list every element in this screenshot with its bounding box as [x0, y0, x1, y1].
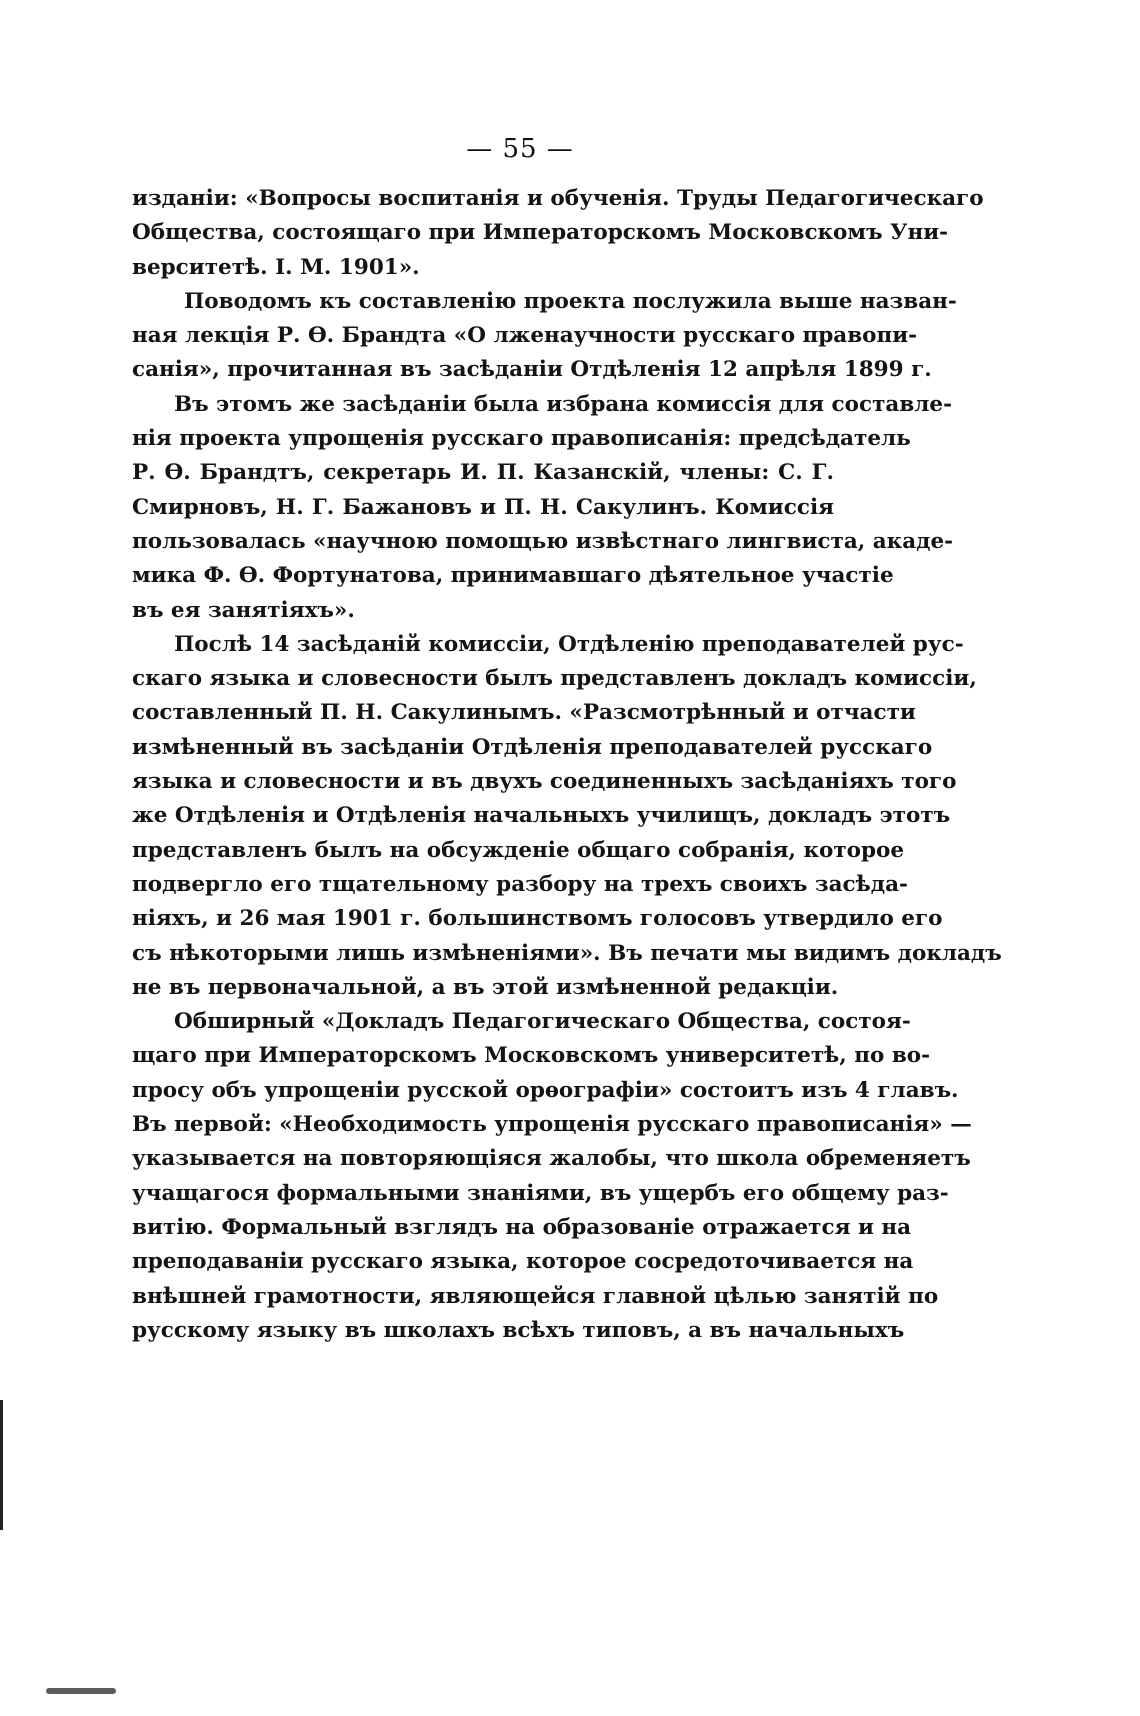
text-line: же Отдѣленія и Отдѣленія начальныхъ училищъ, докладъ этотъ — [132, 803, 951, 829]
text-line: Обширный «Докладъ Педагогическаго Общества, состоя- — [174, 1009, 911, 1035]
text-line: санія», прочитанная въ засѣданіи Отдѣленія 12 апрѣля 1899 г. — [132, 357, 932, 383]
text-line: нія проекта упрощенія русскаго правописанія: предсѣдатель — [132, 426, 911, 452]
text-line: ніяхъ, и 26 мая 1901 г. большинствомъ голосовъ утвердило его — [132, 906, 943, 932]
text-line: не въ первоначальной, а въ этой измѣненной редакціи. — [132, 974, 839, 1000]
text-line: преподаваніи русскаго языка, которое сосредоточивается на — [132, 1249, 914, 1275]
text-line: ная лекція Р. Ѳ. Брандта «О лженаучности русскаго правопи- — [132, 323, 918, 349]
paragraph — [132, 1005, 972, 1348]
text-line: скаго языка и словесности былъ представленъ докладъ комиссіи, — [132, 666, 977, 692]
text-line: просу объ упрощеніи русской орѳографіи» состоитъ изъ 4 главъ. — [132, 1077, 959, 1103]
text-line: внѣшней грамотности, являющейся главной цѣлью занятій по — [132, 1283, 939, 1309]
text-line: съ нѣкоторыми лишь измѣненіями». Въ печати мы видимъ докладъ — [132, 940, 1002, 966]
text-line: подвергло его тщательному разбору на трехъ своихъ засѣда- — [132, 871, 908, 897]
text-line: Послѣ 14 засѣданій комиссіи, Отдѣленію преподавателей рус- — [174, 631, 964, 657]
text-line: учащагося формальными знаніями, въ ущербъ его общему раз- — [132, 1180, 949, 1206]
text-line: верситетѣ. I. M. 1901». — [132, 254, 420, 280]
text-line: Въ первой: «Необходимость упрощенія русскаго правописанія» — — [132, 1112, 972, 1138]
text-line: представленъ былъ на обсужденіе общаго собранія, которое — [132, 837, 905, 863]
text-line: языка и словесности и въ двухъ соединенныхъ засѣданіяхъ того — [132, 769, 957, 795]
text-line: щаго при Императорскомъ Московскомъ университетѣ, по во- — [132, 1043, 931, 1069]
scan-smudge — [46, 1688, 116, 1694]
text-line: русскому языку въ школахъ всѣхъ типовъ, а въ начальныхъ — [132, 1317, 905, 1343]
text-line: измѣненный въ засѣданіи Отдѣленія преподавателей русскаго — [132, 734, 933, 760]
paragraph — [132, 182, 984, 285]
text-line: пользовалась «научною помощью извѣстнаго лингвиста, акаде- — [132, 528, 954, 554]
scan-edge-line — [0, 1400, 3, 1530]
text-line: витію. Формальный взглядъ на образованіе отражается и на — [132, 1214, 912, 1240]
text-line: мика Ф. Ѳ. Фортунатова, принимавшаго дѣятельное участіе — [132, 563, 894, 589]
paragraph — [132, 388, 954, 628]
text-line: Смирновъ, Н. Г. Бажановъ и П. Н. Сакулинъ. Комиссія — [132, 494, 834, 520]
paragraph — [132, 285, 957, 388]
text-line: составленный П. Н. Сакулинымъ. «Разсмотрѣнный и отчасти — [132, 700, 916, 726]
page-number: — 55 — — [466, 134, 574, 164]
text-line: Общества, состоящаго при Императорскомъ Московскомъ Уни- — [132, 220, 949, 246]
text-line: указывается на повторяющіяся жалобы, что школа обременяетъ — [132, 1146, 971, 1172]
text-line: въ ея занятіяхъ». — [132, 597, 355, 623]
body-text — [132, 182, 1002, 1348]
text-line: изданіи: «Вопросы воспитанія и обученія. Труды Педагогическаго — [132, 186, 984, 211]
text-line: Поводомъ къ составленію проекта послужила выше назван- — [184, 288, 957, 314]
text-line: Въ этомъ же засѣданіи была избрана комиссія для составле- — [174, 391, 953, 417]
paragraph — [132, 628, 1002, 1005]
text-line: Р. Ѳ. Брандтъ, секретарь И. П. Казанскій, члены: С. Г. — [132, 460, 834, 486]
